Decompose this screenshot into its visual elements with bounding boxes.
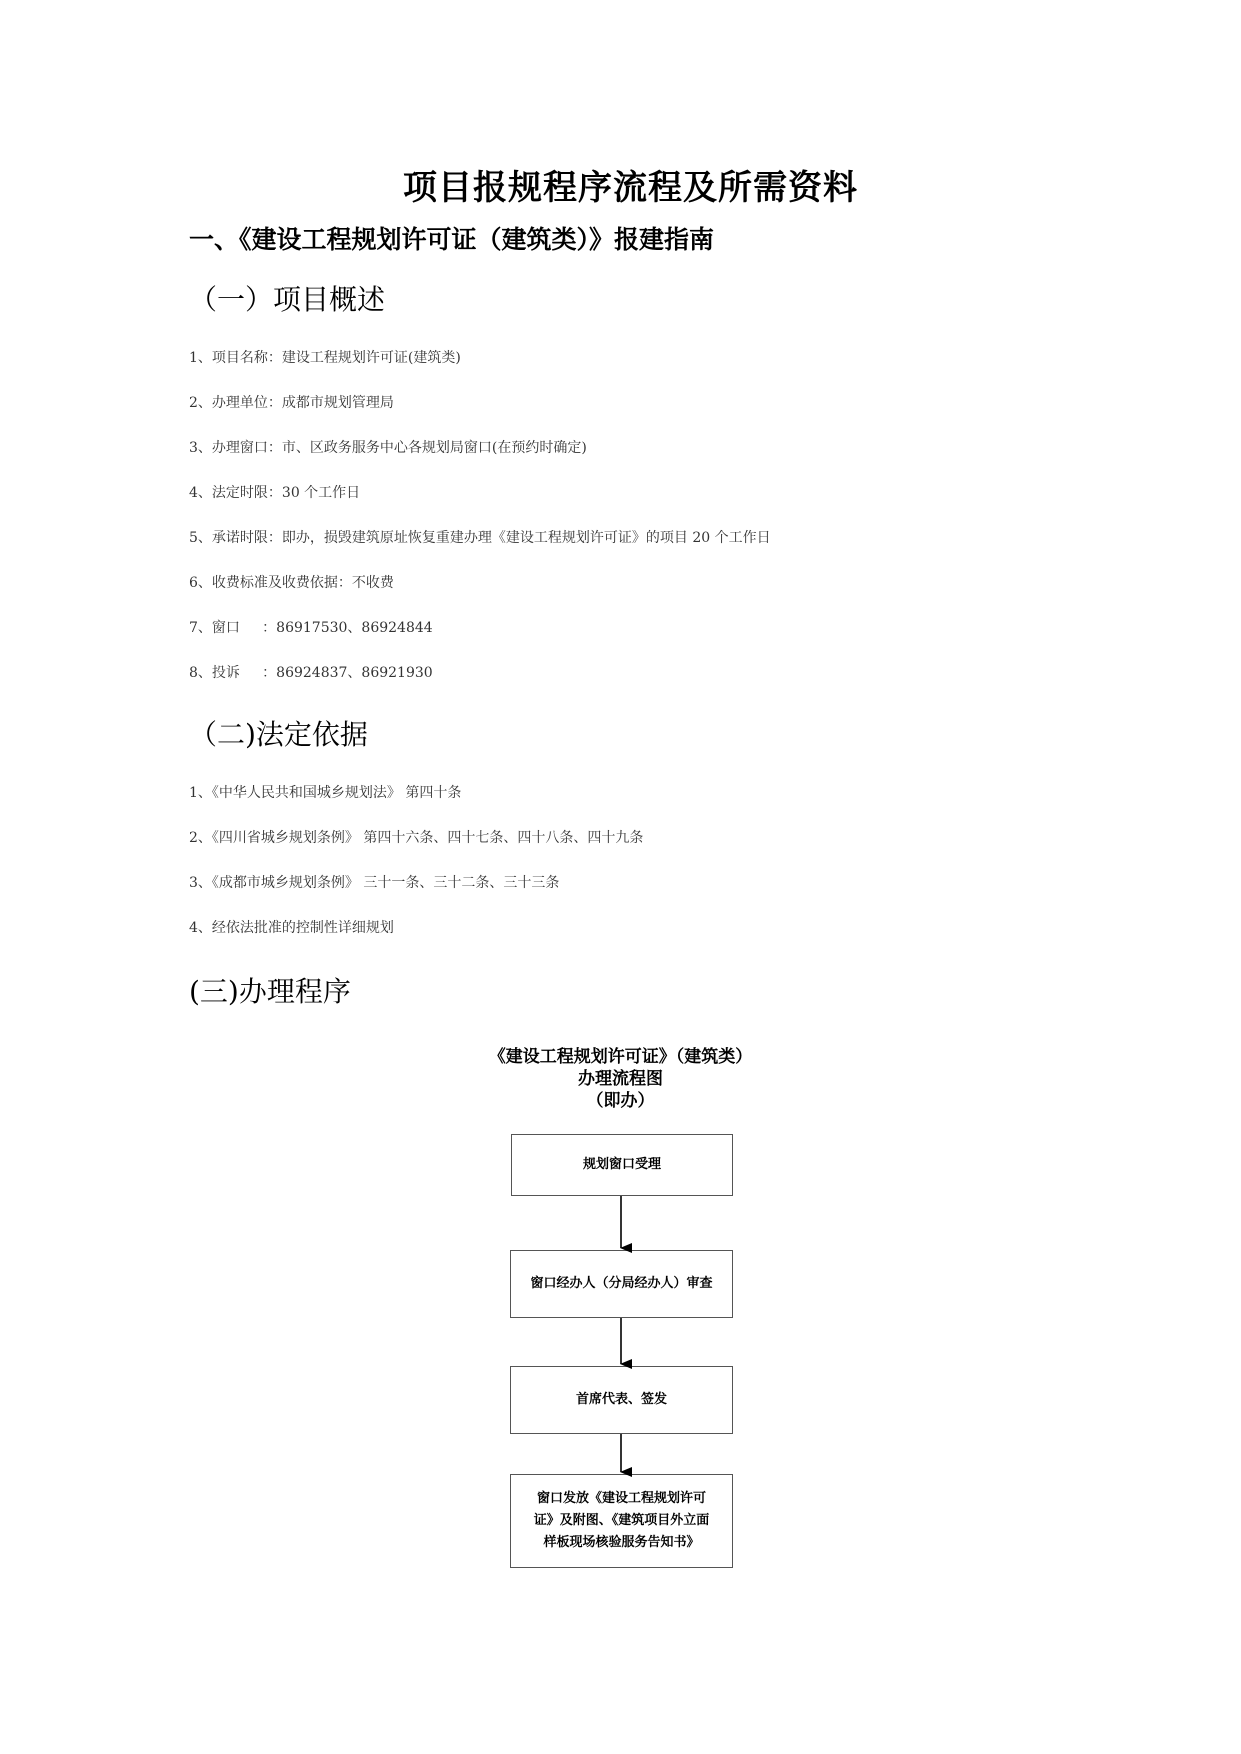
flowchart-title-line: （即办） bbox=[586, 1091, 655, 1111]
flow-step-text-block bbox=[534, 1488, 710, 1554]
legal-item: 3、《成都市城乡规划条例》 三十一条、三十二条、三十三条 bbox=[189, 875, 560, 891]
overview-item: 1、项目名称：建设工程规划许可证(建筑类) bbox=[189, 350, 461, 366]
overview-item: 8、投诉 ：86924837、86921930 bbox=[189, 665, 433, 681]
overview-heading: （一）项目概述 bbox=[189, 283, 386, 316]
flow-step-text: 窗口经办人（分局经办人）审查 bbox=[530, 1276, 713, 1291]
overview-item: 5、承诺时限：即办，损毁建筑原址恢复重建办理《建设工程规划许可证》的项目 20 个工作日 bbox=[189, 530, 771, 546]
flow-step-text: 窗口发放《建设工程规划许可 bbox=[536, 1491, 706, 1506]
procedure-heading: (三)办理程序 bbox=[189, 975, 351, 1008]
legal-item: 2、《四川省城乡规划条例》 第四十六条、四十七条、四十八条、四十九条 bbox=[189, 830, 644, 846]
flow-step-text: 首席代表、签发 bbox=[575, 1392, 667, 1407]
legal-heading: （二)法定依据 bbox=[189, 718, 368, 751]
section-title: 一、《建设工程规划许可证（建筑类）》报建指南 bbox=[189, 225, 715, 254]
flowchart-title-line: 《建设工程规划许可证》（建筑类） bbox=[488, 1047, 753, 1067]
overview-item: 2、办理单位：成都市规划管理局 bbox=[189, 395, 394, 411]
flow-step-text: 规划窗口受理 bbox=[582, 1157, 661, 1172]
overview-item: 6、收费标准及收费依据：不收费 bbox=[189, 575, 394, 591]
flow-step-box bbox=[510, 1474, 733, 1568]
flow-step-text: 样板现场核验服务告知书》 bbox=[543, 1535, 700, 1550]
overview-item: 4、法定时限：30 个工作日 bbox=[189, 485, 361, 501]
overview-item: 7、窗口 ：86917530、86924844 bbox=[189, 620, 433, 636]
legal-item: 1、《中华人民共和国城乡规划法》 第四十条 bbox=[189, 785, 462, 801]
overview-item: 3、办理窗口：市、区政务服务中心各规划局窗口(在预约时确定) bbox=[189, 440, 587, 456]
flow-step-box bbox=[511, 1134, 733, 1196]
flow-step-box bbox=[510, 1250, 733, 1318]
legal-item: 4、经依法批准的控制性详细规划 bbox=[189, 920, 394, 936]
flow-step-box bbox=[510, 1366, 733, 1434]
flowchart-title-line: 办理流程图 bbox=[578, 1069, 663, 1089]
flow-step-text: 证》及附图、《建筑项目外立面 bbox=[533, 1513, 710, 1528]
document-title: 项目报规程序流程及所需资料 bbox=[403, 168, 858, 208]
